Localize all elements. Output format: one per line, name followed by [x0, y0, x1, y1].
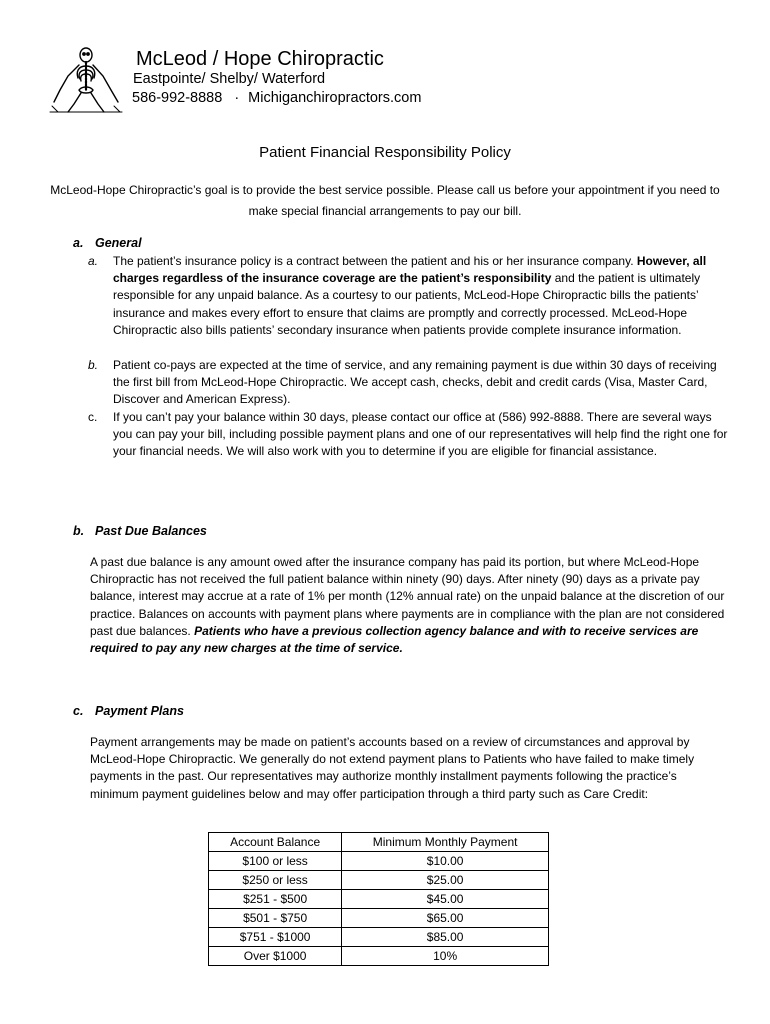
paragraph-text: A past due balance is any amount owed after the insurance company has paid its portion, but where McLeod-Hope Chiropractic has not received the full patient balance within ninety (90) days. After ninety (90) days as a private pay balance, interest may accrue at a rate of 1% per month (12% annual rate) on the unpaid balance at the discretion of our practice. Balances on accounts with payment plans where payments are in compliance with the plan are not considered past due balances.	[90, 555, 725, 638]
table-header-row	[209, 833, 549, 852]
section-payment-plans-heading	[73, 702, 184, 720]
clinic-name: McLeod / Hope Chiropractic	[136, 48, 384, 70]
table-cell: $751 - $1000	[209, 928, 342, 947]
table-row	[209, 852, 549, 871]
general-item-a	[88, 253, 728, 339]
table-row	[209, 871, 549, 890]
past-due-paragraph	[90, 554, 726, 657]
table-row	[209, 947, 549, 966]
skeleton-logo-icon	[48, 46, 124, 114]
table-cell: Over $1000	[209, 947, 342, 966]
table-cell: $250 or less	[209, 871, 342, 890]
general-item-c	[88, 409, 728, 461]
payment-plans-paragraph: Payment arrangements may be made on patient’s accounts based on a review of circumstances and approval by McLeod-Hope Chiropractic. We generally do not extend payment plans to Patients who have failed to make timely payments in the past. Our representatives may authorize monthly installment payments following the practice’s minimum payment guidelines below and may offer participation through a third party such as Care Credit:	[90, 735, 695, 801]
table-row	[209, 890, 549, 909]
item-marker: c.	[88, 410, 98, 424]
item-text: Patient co-pays are expected at the time of service, and any remaining payment is due within 30 days of receiving the first bill from McLeod-Hope Chiropractic. We accept cash, checks, debit and credit cards (Visa, Master Card, Discover and American Express).	[113, 358, 717, 407]
item-marker: a.	[88, 254, 99, 268]
table-cell: $501 - $750	[209, 909, 342, 928]
table-row	[209, 928, 549, 947]
paragraph-bold-italic: Patients who have a previous collection agency balance and with to receive services are required to pay any new charges at the time of service.	[90, 623, 699, 656]
item-text-bold: However, all charges regardless of the insurance coverage are the patient’s responsibility	[113, 254, 707, 286]
section-title: General	[95, 236, 142, 250]
item-marker: b.	[88, 358, 99, 372]
table-cell: $25.00	[342, 871, 549, 890]
section-marker: b.	[73, 524, 85, 538]
general-item-b	[88, 357, 728, 409]
section-marker: c.	[73, 704, 84, 718]
table-cell: $65.00	[342, 909, 549, 928]
clinic-website: Michiganchiropractors.com	[248, 90, 422, 106]
clinic-contact	[132, 89, 421, 107]
table-cell: $10.00	[342, 852, 549, 871]
table-cell: $100 or less	[209, 852, 342, 871]
payment-plan-table	[208, 832, 549, 966]
document-title: Patient Financial Responsibility Policy	[259, 144, 511, 161]
table-cell: $251 - $500	[209, 890, 342, 909]
table-header-cell: Minimum Monthly Payment	[342, 833, 549, 852]
section-marker: a.	[73, 236, 84, 250]
clinic-phone: 586-992-8888	[132, 90, 223, 106]
item-text	[113, 253, 728, 339]
clinic-locations: Eastpointe/ Shelby/ Waterford	[133, 71, 326, 87]
contact-separator: ·	[234, 90, 240, 106]
table-row	[209, 909, 549, 928]
item-text-part: and the patient is ultimately responsible for any unpaid balance. As a courtesy to our patients, McLeod-Hope Chiropractic bills the patients’ insurance and makes every effort to ensure that claims are promptly and correctly processed. McLeod-Hope Chiropractic also bills patients’ secondary insurance when patients provide complete insurance information.	[113, 271, 701, 337]
section-title: Past Due Balances	[95, 524, 207, 538]
table-cell: $45.00	[342, 890, 549, 909]
table-cell: 10%	[342, 947, 549, 966]
table-cell: $85.00	[342, 928, 549, 947]
section-past-due-heading	[73, 522, 207, 540]
item-text-part: The patient’s insurance policy is a contract between the patient and his or her insurance company.	[113, 254, 637, 268]
item-text: If you can’t pay your balance within 30 days, please contact our office at (586) 992-8888. There are several ways you can pay your bill, including possible payment plans and one of our representatives will help find the right one for your financial needs. We will also work with you to determine if you are eligible for financial assistance.	[113, 410, 728, 459]
section-general-heading	[73, 234, 142, 252]
intro-paragraph: McLeod-Hope Chiropractic’s goal is to provide the best service possible. Please call us before your appointment if you need to make special financial arrangements to pay our bill.	[50, 183, 720, 218]
section-title: Payment Plans	[95, 704, 184, 718]
table-header-cell: Account Balance	[209, 833, 342, 852]
